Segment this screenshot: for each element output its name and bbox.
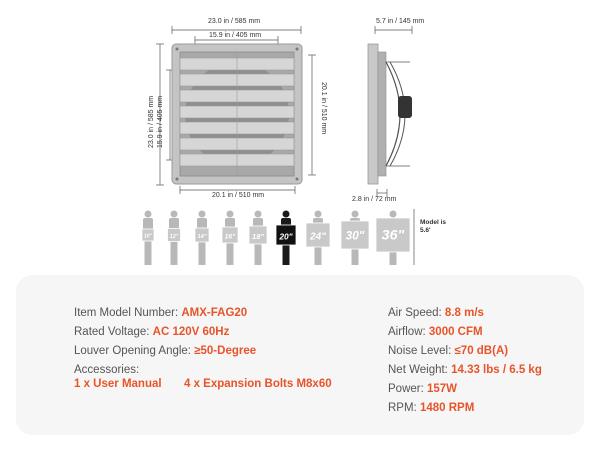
- spec-label: Accessories:: [74, 364, 140, 376]
- spec-row: [388, 344, 508, 358]
- accessories-row: [74, 377, 332, 391]
- spec-label: Louver Opening Angle:: [74, 345, 195, 357]
- spec-label: RPM:: [388, 402, 420, 414]
- model-note-line2: 5.6': [420, 227, 431, 234]
- size-comparison-chart: [0, 205, 600, 275]
- size-figure: [168, 211, 181, 266]
- spec-label: Power:: [388, 383, 427, 395]
- size-label: 24": [310, 231, 326, 243]
- side-flange-label: 2.8 in / 72 mm: [352, 196, 397, 203]
- spec-label: Net Weight:: [388, 364, 452, 376]
- spec-label: Air Speed:: [388, 307, 445, 319]
- spec-label: Item Model Number:: [74, 307, 182, 319]
- spec-value: ≤70 dB(A): [454, 345, 509, 357]
- size-figure: [249, 211, 267, 266]
- front-inner-width-label: 15.9 in / 405 mm: [209, 32, 262, 39]
- front-height-label: 23.0 in / 585 mm: [148, 95, 155, 148]
- front-bottom-width-label: 20.1 in / 510 mm: [212, 192, 265, 199]
- spec-row: [388, 325, 483, 339]
- model-note-line1: Model is: [420, 219, 447, 226]
- spec-value: AMX-FAG20: [181, 307, 248, 319]
- size-figure: [222, 211, 238, 266]
- spec-row: [388, 382, 457, 396]
- size-figure: [341, 211, 369, 266]
- accessory-item: 1 x User Manual: [74, 378, 162, 390]
- size-figure: [276, 211, 296, 266]
- spec-label: Airflow:: [388, 326, 429, 338]
- spec-value: 8.8 m/s: [444, 307, 484, 319]
- spec-label: Noise Level:: [388, 345, 455, 357]
- size-label: 18": [252, 231, 264, 241]
- spec-value: 1480 RPM: [419, 402, 475, 414]
- spec-value: AC 120V 60Hz: [152, 326, 230, 338]
- size-label: 10": [144, 233, 152, 240]
- spec-row: [74, 363, 139, 377]
- size-figure: [376, 211, 410, 266]
- size-label: 16": [224, 233, 236, 241]
- side-depth-label: 5.7 in / 145 mm: [376, 18, 425, 25]
- spec-row: [74, 325, 229, 339]
- spec-row: [388, 401, 474, 415]
- spec-value: 3000 CFM: [428, 326, 483, 338]
- front-inner-height-label: 15.9 in / 405 mm: [157, 95, 164, 148]
- size-label: 14": [197, 234, 207, 241]
- size-label: 20": [279, 231, 293, 242]
- spec-card: [16, 275, 584, 435]
- accessory-item: 4 x Expansion Bolts M8x60: [183, 378, 332, 390]
- spec-label: Rated Voltage:: [74, 326, 153, 338]
- size-figure: [142, 211, 154, 266]
- spec-value: 14.33 lbs / 6.5 kg: [451, 364, 542, 376]
- spec-row: [74, 344, 256, 358]
- front-right-height-label: 20.1 in / 510 mm: [320, 82, 327, 135]
- size-comparison-figures: [0, 205, 600, 275]
- spec-row: [388, 306, 484, 320]
- spec-value: 157W: [427, 383, 458, 395]
- spec-value: ≥50-Degree: [194, 345, 257, 357]
- size-figure: [195, 211, 209, 266]
- spec-row: [388, 363, 542, 377]
- size-label: 30": [345, 229, 365, 243]
- size-label: 12": [169, 233, 179, 240]
- size-label: 36": [381, 227, 405, 244]
- front-width-label: 23.0 in / 585 mm: [208, 18, 261, 25]
- model-note: [420, 219, 446, 235]
- spec-row: [74, 306, 247, 320]
- size-figure: [306, 211, 330, 266]
